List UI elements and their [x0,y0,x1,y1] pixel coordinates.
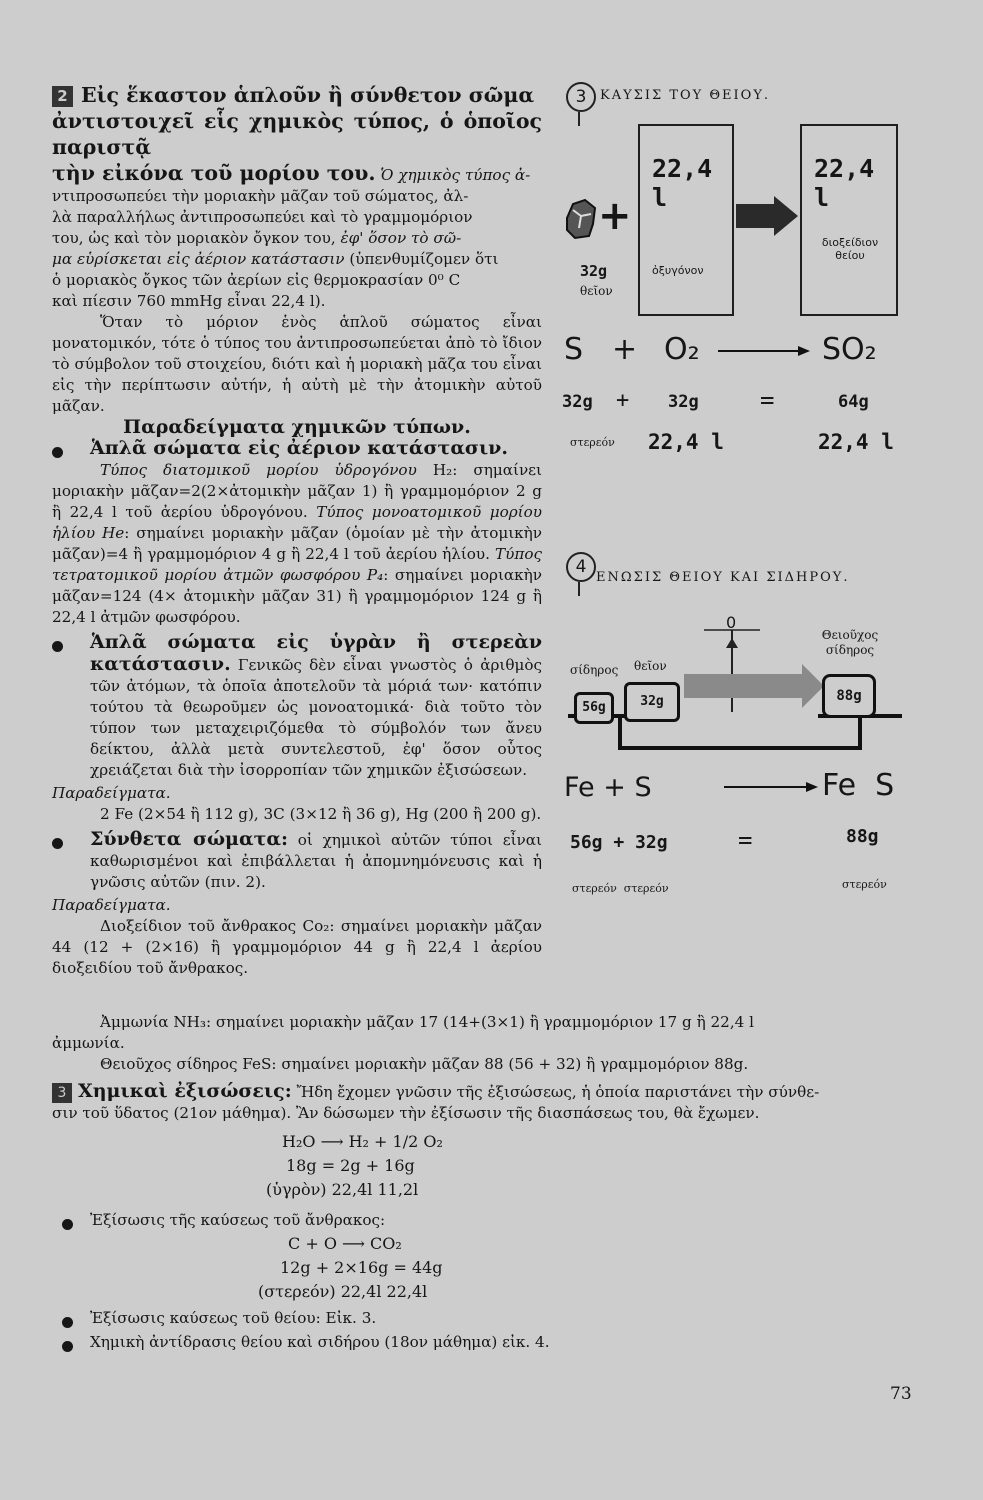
fig4-equation-left: Fe + S [564,772,652,803]
reaction-arrow-icon [734,196,800,236]
volume-so2: 22,4 l [818,430,894,454]
bullet-gas: Ἁπλᾶ σώματα εἰς ἀέριον κατάστασιν. [52,438,542,460]
plus-sign: + [598,193,632,239]
fig4-state-left: στερεόν στερεόν [572,882,669,895]
figure-4-marker-line [578,582,580,596]
equation-arrow-icon [718,344,810,358]
mass-oxygen: 32g [668,392,699,412]
examples-heading: Παραδείγματα χημικῶν τύπων. [123,416,471,438]
fig4-mass-left: 56g + 32g [570,832,668,853]
section-2-heading: 2 Εἰς ἕκαστον ἁπλοῦν ἢ σύνθετον σῶμα [52,82,542,108]
iron-sulfide-label: Θειοῦχος σίδηρος [821,628,879,657]
fig4-equation-arrow-icon [724,780,818,794]
weight-sulfur: 32g [624,682,680,722]
bullet-compounds: Σύνθετα σώματα: οἱ χημικοὶ αὐτῶν τύποι εἶναι καθωρισμένοι καὶ ἐπιβάλλεται ἡ ἀπομνημόνευσις καὶ ἡ γνῶσις αὐτῶν (πιν. 2). [52,829,542,893]
bullet-iron-sulfur: Χημικὴ ἀντίδρασις θείου καὶ σιδήρου (18ον μάθημα) εἰκ. 4. [62,1332,790,1353]
state-solid: στερεόν [570,436,615,449]
bullet-sulfur-combustion: Ἐξίσωσις καύσεως τοῦ θείου: Εἰκ. 3. [62,1308,790,1329]
fig4-equation-right: Fe S [822,768,895,803]
water-equation-1: H₂O ⟶ H₂ + 1/2 O₂ [282,1132,443,1151]
fig4-mass-equals: = [738,826,753,854]
section-number: 2 [52,86,73,107]
weight-iron-sulfide: 88g [822,674,876,718]
carbon-equation-2: 12g + 2×16g = 44g [280,1258,443,1277]
carbon-equation-3: (στερεόν) 22,4l 22,4l [258,1282,428,1301]
bullet-carbon: Ἐξίσωσις τῆς καύσεως τοῦ ἄνθρακος: [62,1210,790,1231]
water-equation-2: 18g = 2g + 16g [286,1156,415,1175]
balance-zero-mark: 0 [726,613,737,632]
fig4-mass-right: 88g [846,826,879,847]
bullet-liquid: Ἁπλᾶ σώματα εἰς ὑγρὰν ἢ στερεὰν κατάστασιν. Γενικῶς δὲν εἶναι γνωστὸς ὁ ἀριθμὸς τῶν ἀτόμων, τὰ ὁποῖα ἀποτελοῦν τὰ μόριά των· κατόπιν τούτου τὰ θεωροῦμεν ὡς μονοατομικά· διὰ τοῦτο τὸν τύπον των μεταχειριζόμεθα τὸ σύμβολόν των ἄνευ δείκτου, ἀλλὰ μετὰ συντελεστοῦ, ἐφ' ὅσον οὗτος χρειάζεται διὰ τὴν ἰσορροπίαν τῶν χημικῶν ἐξισώσεων. [52,632,542,781]
figure-4-number: 4 [566,552,596,582]
sulfur-label-fig4: θεῖον [634,659,667,673]
mass-plus: + [616,388,630,413]
sulfur-label: θεῖον [580,284,613,298]
equation-so2: SO₂ [822,332,877,367]
page-number: 73 [890,1384,912,1404]
gas-text: Τύπος διατομικοῦ μορίου ὑδρογόνου H₂: σημαίνει μοριακὴν μᾶζαν=2(2×ἀτομικὴν μᾶζαν 1) ἢ γραμμομόριον 2 g ἢ 22,4 l τοῦ ἀερίου ὑδρογόνου. Τύπος μονοατομικοῦ μορίου ἡλίου He: σημαίνει μοριακὴν μᾶζαν (ὁμοίαν μὲ τὴν ἀτομικὴν μᾶζαν)=4 ἢ γραμμομόριον 4 g ἢ 22,4 l τοῦ ἀερίου ἡλίου. Τύπος τετρατομικοῦ μορίου ἀτμῶν φωσφόρου P₄: σημαίνει μοριακὴν μᾶζαν=124 (4× ἀτομικὴν μᾶζαν 31) ἢ γραμμομόριον 124 g ἢ 22,4 l ἀτμῶν φωσφόρου. [52,461,542,626]
water-equation-3: (ὑγρὸν) 22,4l 11,2l [266,1180,419,1199]
iron-label: σίδηρος [570,663,619,677]
mass-sulfur: 32g [562,392,593,412]
section-number: 3 [52,1083,72,1103]
carbon-equation-1: C + O ⟶ CO₂ [288,1234,402,1253]
figure-3-caption: ΚΑΥΣΙΣ ΤΟΥ ΘΕΙΟΥ. [600,88,771,103]
mass-so2: 64g [838,392,869,412]
section-2: 2 Εἰς ἕκαστον ἁπλοῦν ἢ σύνθετον σῶμα ἀντιστοιχεῖ εἷς χημικὸς τύπος, ὁ ὁποῖος παριστᾷ τὴν εἰκόνα τοῦ μορίου του. Ὁ χημικὸς τύπος ἀ- ντιπροσωπεύει τὴν μοριακὴν μᾶζαν τοῦ σώματος, ἀλ- λὰ παραλλήλως ἀντιπροσωπεύει καὶ τὸ γραμμομόριον του, ὡς καὶ τὸν μοριακὸν ὄγκον του, ἐφ' ὅσον τὸ σῶ- μα εὑρίσκεται εἰς ἀέριον κατάστασιν (ὑπενθυμίζομεν ὅτι ὁ μοριακὸς ὄγκος τῶν ἀερίων εἰς θερμοκρασίαν 0⁰ C καὶ πίεσιν 760 mmHg εἶναι 22,4 l). Ὅταν τὸ μόριον ἑνὸς ἁπλοῦ σώματος εἶναι μονατομικόν, τότε ὁ τύπος του ἀντιπροσωπεύεται ἀπὸ τὸ ἴδιον τὸ σύμβολον τοῦ στοιχείου, διότι καὶ ἡ μοριακὴ μᾶζα του εἶναι εἰς τὴν περίπτωσιν αὐτήν, ἡ αὐτὴ μὲ τὴν ἀτομικὴν αὐτοῦ μᾶζαν. Παραδείγματα χημικῶν τύπων. Ἁπλᾶ σώματα εἰς ἀέριον κατάστασιν. Τύπος διατομικοῦ μορίου ὑδρογόνου H₂: σημαίνει μοριακὴν μᾶζαν=2(2×ἀτομικὴν μᾶζαν 1) ἢ γραμμομόριον 2 g ἢ 22,4 l τοῦ ἀερίου ὑδρογόνου. Τύπος μονοατομικοῦ μορίου ἡλίου He: σημαίνει μοριακὴν μᾶζαν (ὁμοίαν μὲ τὴν ἀτομικὴν μᾶζαν)=4 ἢ γραμμομόριον 4 g ἢ 22,4 l τοῦ ἀερίου ἡλίου. Τύπος τετρατομικοῦ μορίου ἀτμῶν φωσφόρου P₄: σημαίνει μοριακὴν μᾶζαν=124 (4× ἀτομικὴν μᾶζαν 31) ἢ γραμμομόριον 124 g ἢ 22,4 l ἀτμῶν φωσφόρου. Ἁπλᾶ σώματα εἰς ὑγρὰν ἢ στερεὰν κατάστασιν. Γενικῶς δὲν εἶναι γνωστὸς ὁ ἀριθμὸς τῶν ἀτόμων, τὰ ὁποῖα ἀποτελοῦν τὰ μόριά των· κατόπιν τούτου τὰ θεωροῦμεν ὡς μονοατομικά· διὰ τοῦτο τὸν τύπον των μεταχειριζόμεθα τὸ σύμβολόν των ἄνευ δείκτου, ἀλλὰ μετὰ συντελεστοῦ, ἐφ' ὅσον οὗτος χρειάζεται διὰ τὴν ἰσορροπίαν τῶν χημικῶν ἐξισώσεων. Παραδείγματα. 2 Fe (2×54 ἢ 112 g), 3C (3×12 ἢ 36 g), Hg (200 ἢ 200 g). Σύνθετα σώματα: οἱ χημικοὶ αὐτῶν τύποι εἶναι καθωρισμένοι καὶ ἐπιβάλλεται ἡ ἀπομνημόνευσις καὶ ἡ γνῶσις αὐτῶν (πιν. 2). Παραδείγματα. Διοξείδιον τοῦ ἄνθρακος Co₂: σημαίνει μοριακὴν μᾶζαν 44 (12 + (2×16) ἢ γραμμομόριον 44 g ἢ 22,4 l ἀερίου διοξειδίου τοῦ ἄνθρακος. [52,83,542,977]
equation-sulfur: S [564,332,584,367]
so2-container: 22,4 l διοξείδιον θείου [800,124,898,316]
mass-equals: = [760,386,775,414]
section-3-heading: 3 Χημικαὶ ἐξισώσεις: Ἤδη ἔχομεν γνῶσιν τῆς ἐξισώσεως, ἡ ὁποία παριστάνει τὴν σύνθε- [52,1081,912,1103]
full-width-text: Ἀμμωνία NH₃: σημαίνει μοριακὴν μᾶζαν 17 (14+(3×1) ἢ γραμμομόριον 17 g ἢ 22,4 l ἀμμωνία. Θειοῦχος σίδηρος FeS: σημαίνει μοριακὴν μᾶζαν 88 (56 + 32) ἢ γραμμομόριον 88g. 3 Χημικαὶ ἐξισώσεις: Ἤδη ἔχομεν γνῶσιν τῆς ἐξισώσεως, ἡ ὁποία παριστάνει τὴν σύνθε- σιν τοῦ ὕδατος (21ον μάθημα). Ἂν δώσωμεν τὴν ἐξίσωσιν τῆς διασπάσεως του, θὰ ἔχωμεν. [52,1012,912,1124]
figure-3-marker-line [578,112,580,126]
paragraph-monatomic: Ὅταν τὸ μόριον ἑνὸς ἁπλοῦ σώματος εἶναι μονατομικόν, τότε ὁ τύπος του ἀντιπροσωπεύεται ἀπὸ τὸ ἴδιον τὸ σύμβολον τοῦ στοιχείου, διότι καὶ ἡ μοριακὴ μᾶζα του εἶναι εἰς τὴν περίπτωσιν αὐτήν, ἡ αὐτὴ μὲ τὴν ἀτομικὴν αὐτοῦ μᾶζαν. [52,313,542,415]
sulfur-mass: 32g [580,262,608,280]
sulfur-lump-icon [563,196,603,244]
fig4-state-right: στερεόν [842,878,887,891]
oxygen-container: 22,4 l ὀξυγόνον [638,124,734,316]
figure-3-number: 3 [566,82,596,112]
figure-4-caption: ΕΝΩΣΙΣ ΘΕΙΟΥ ΚΑΙ ΣΙΔΗΡΟΥ. [596,570,850,585]
equation-oxygen: O₂ [664,332,700,367]
equation-plus: + [612,332,638,367]
weight-iron: 56g [574,692,614,724]
volume-oxygen: 22,4 l [648,430,724,454]
